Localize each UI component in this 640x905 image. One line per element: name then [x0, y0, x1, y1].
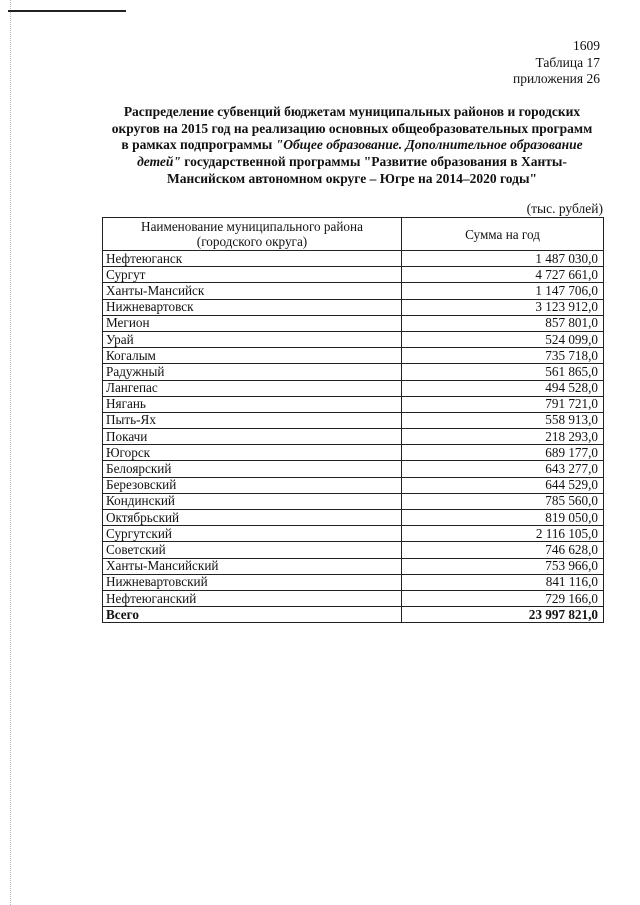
municipality-name: Октябрьский [103, 510, 402, 526]
units-label: (тыс. рублей) [526, 201, 603, 216]
municipality-name: Березовский [103, 477, 402, 493]
table-row [103, 380, 604, 396]
annual-sum: 819 050,0 [402, 510, 604, 526]
title-line-4 [82, 154, 622, 171]
table-row [103, 299, 604, 315]
annual-sum: 218 293,0 [402, 429, 604, 445]
scan-top-mark [8, 10, 126, 12]
annual-sum: 735 718,0 [402, 348, 604, 364]
total-row [103, 607, 604, 623]
table-row [103, 267, 604, 283]
municipality-name: Нефтеюганск [103, 251, 402, 267]
appendix-label: приложения 26 [512, 71, 600, 86]
annual-sum: 841 116,0 [402, 574, 604, 590]
title-line-1: Распределение субвенций бюджетам муниципальных районов и городских [123, 104, 581, 119]
table-row [103, 461, 604, 477]
annual-sum: 785 560,0 [402, 493, 604, 509]
annual-sum: 729 166,0 [402, 590, 604, 606]
annual-sum: 1 147 706,0 [402, 283, 604, 299]
table-row [103, 510, 604, 526]
annual-sum: 561 865,0 [402, 364, 604, 380]
title-line-3-normal: в рамках подпрограммы [121, 137, 276, 153]
annual-sum: 746 628,0 [402, 542, 604, 558]
table-row [103, 445, 604, 461]
table-row [103, 412, 604, 428]
table-header-row [103, 218, 604, 251]
table-body [103, 251, 604, 623]
document-title [82, 104, 622, 188]
column-header-name [103, 218, 402, 251]
municipality-name: Нефтеюганский [103, 590, 402, 606]
total-label: Всего [103, 607, 402, 623]
annual-sum: 2 116 105,0 [402, 526, 604, 542]
title-line-3 [82, 137, 622, 154]
annual-sum: 524 099,0 [402, 331, 604, 347]
municipality-name: Кондинский [103, 493, 402, 509]
table-label: Таблица 17 [535, 54, 600, 70]
title-line-4-normal: государственной программы "Развитие образования в Ханты- [180, 154, 567, 170]
subvention-table [102, 217, 604, 623]
table-row [103, 574, 604, 590]
page-header [513, 38, 600, 88]
table-row [103, 348, 604, 364]
municipality-name: Сургутский [103, 526, 402, 542]
table-row [103, 315, 604, 331]
annual-sum: 1 487 030,0 [402, 251, 604, 267]
table-row [103, 251, 604, 267]
municipality-name: Лангепас [103, 380, 402, 396]
municipality-name: Пыть-Ях [103, 412, 402, 428]
annual-sum: 643 277,0 [402, 461, 604, 477]
table-row [103, 396, 604, 412]
municipality-name: Нягань [103, 396, 402, 412]
scan-edge-line [10, 0, 12, 905]
table-row [103, 526, 604, 542]
table-row [103, 283, 604, 299]
table-row [103, 542, 604, 558]
column-header-sum: Сумма на год [402, 218, 604, 251]
table-row [103, 493, 604, 509]
table-row [103, 364, 604, 380]
annual-sum: 494 528,0 [402, 380, 604, 396]
table-row [103, 558, 604, 574]
title-line-3-italic: "Общее образование. Дополнительное образование [275, 137, 583, 153]
column-header-name-line1: Наименование муниципального района [141, 219, 363, 234]
municipality-name: Ханты-Мансийск [103, 283, 402, 299]
municipality-name: Нижневартовский [103, 574, 402, 590]
annual-sum: 558 913,0 [402, 412, 604, 428]
municipality-name: Советский [103, 542, 402, 558]
municipality-name: Сургут [103, 267, 402, 283]
title-line-2: округов на 2015 год на реализацию основных общеобразовательных программ [111, 120, 593, 136]
total-sum: 23 997 821,0 [402, 607, 604, 623]
annual-sum: 644 529,0 [402, 477, 604, 493]
municipality-name: Когалым [103, 348, 402, 364]
municipality-name: Нижневартовск [103, 299, 402, 315]
column-header-name-line2: (городского округа) [196, 234, 308, 249]
annual-sum: 689 177,0 [402, 445, 604, 461]
table-row [103, 429, 604, 445]
municipality-name: Белоярский [103, 461, 402, 477]
title-line-4-italic: детей" [137, 154, 181, 170]
table-row [103, 331, 604, 347]
annual-sum: 857 801,0 [402, 315, 604, 331]
page-number: 1609 [573, 38, 600, 53]
municipality-name: Урай [103, 331, 402, 347]
table-row [103, 590, 604, 606]
annual-sum: 3 123 912,0 [402, 299, 604, 315]
annual-sum: 791 721,0 [402, 396, 604, 412]
municipality-name: Покачи [103, 429, 402, 445]
title-line-5: Мансийском автономном округе – Югре на 2014–2020 годы" [167, 170, 537, 186]
annual-sum: 4 727 661,0 [402, 267, 604, 283]
table-row [103, 477, 604, 493]
annual-sum: 753 966,0 [402, 558, 604, 574]
municipality-name: Югорск [103, 445, 402, 461]
municipality-name: Мегион [103, 315, 402, 331]
municipality-name: Радужный [103, 364, 402, 380]
municipality-name: Ханты-Мансийский [103, 558, 402, 574]
